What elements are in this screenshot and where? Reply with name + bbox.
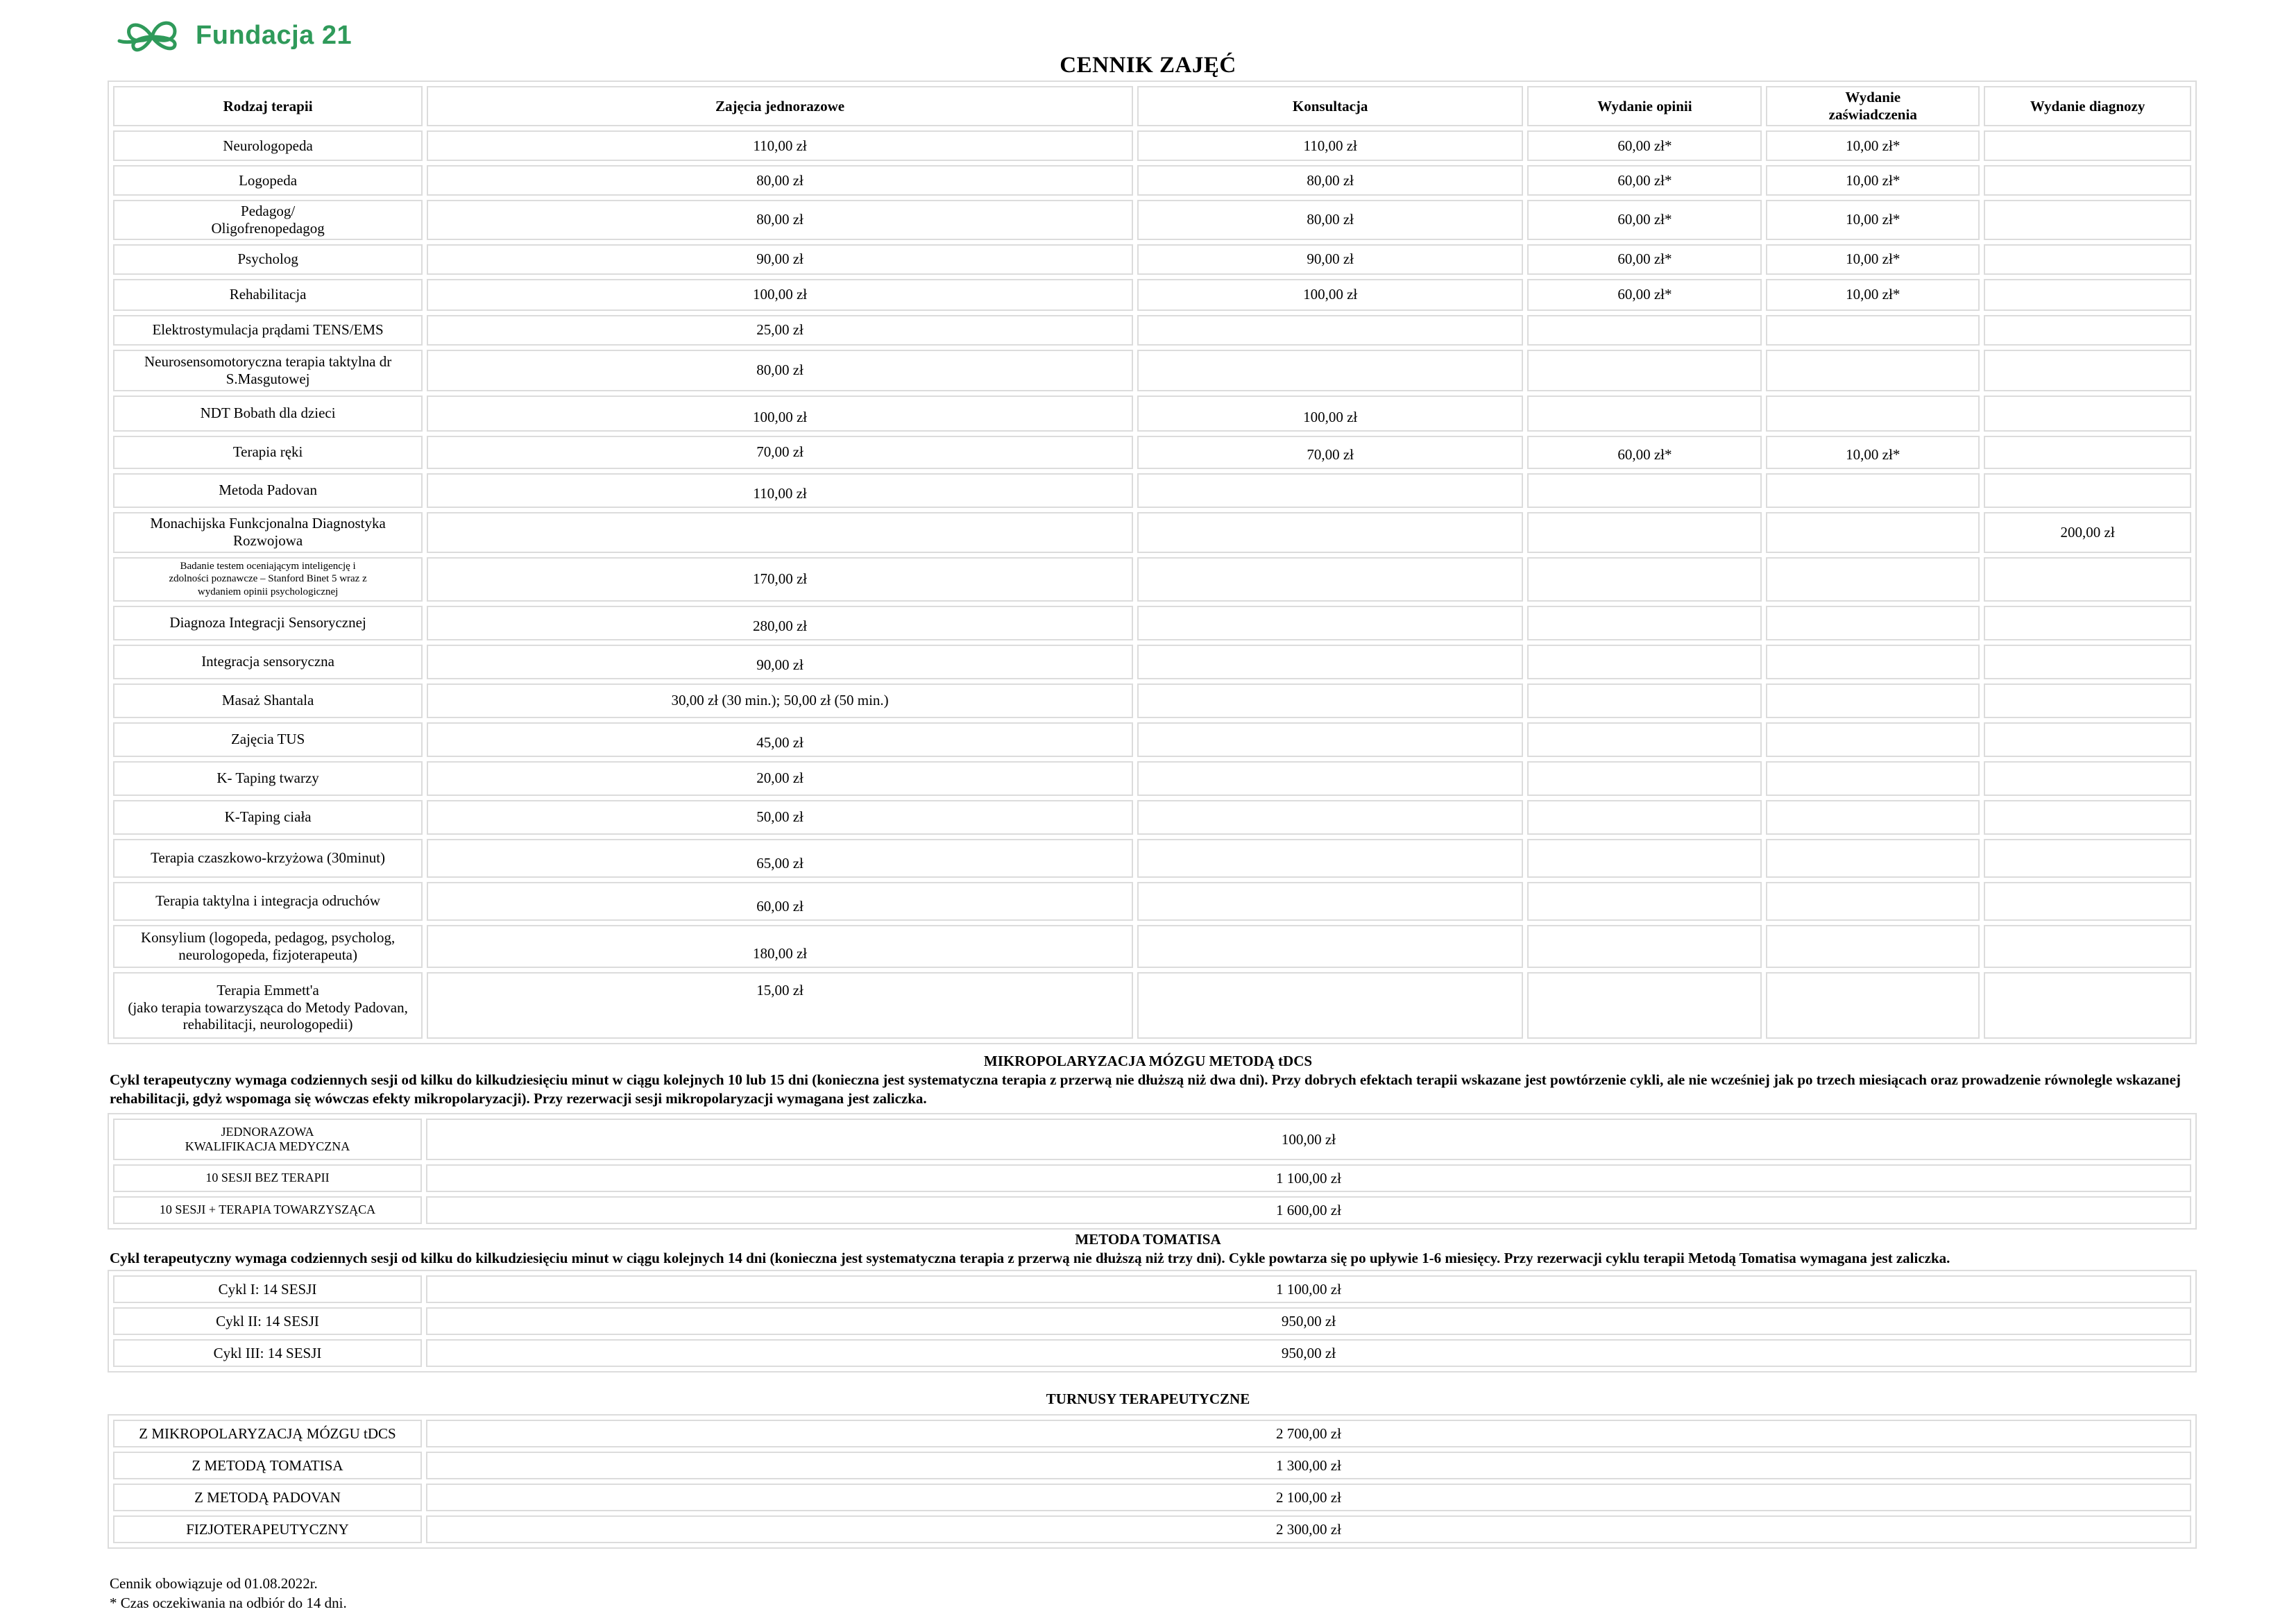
price-cell: 25,00 zł [427, 315, 1133, 346]
table-row [113, 1307, 2191, 1335]
price-cell [1766, 473, 1980, 508]
column-header: Konsultacja [1137, 86, 1524, 126]
table-row [113, 1275, 2191, 1303]
therapy-name-cell: NDT Bobath dla dzieci [113, 396, 423, 432]
price-cell: 60,00 zł* [1527, 436, 1762, 469]
price-cell [1766, 839, 1980, 878]
therapy-name-cell: Konsylium (logopeda, pedagog, psycholog, neurologopeda, fizjoterapeuta) [113, 925, 423, 968]
table-row [113, 1196, 2191, 1224]
package-price-cell: 2 100,00 zł [426, 1484, 2191, 1511]
price-cell [1527, 396, 1762, 432]
price-cell [1137, 925, 1524, 968]
table-row [113, 839, 2191, 878]
price-cell [1766, 350, 1980, 391]
table-header-row [113, 86, 2191, 126]
package-price-cell: 100,00 zł [426, 1119, 2191, 1160]
price-cell: 90,00 zł [1137, 244, 1524, 275]
table-row [113, 972, 2191, 1039]
price-cell [1137, 722, 1524, 757]
therapy-name-cell: Elektrostymulacja prądami TENS/EMS [113, 315, 423, 346]
page-title: CENNIK ZAJĘĆ [1060, 53, 1236, 78]
table-row [113, 1339, 2191, 1367]
price-cell: 10,00 zł* [1766, 165, 1980, 196]
price-cell: 110,00 zł [427, 473, 1133, 508]
price-cell: 100,00 zł [1137, 396, 1524, 432]
price-cell [1984, 882, 2191, 921]
table-row [113, 683, 2191, 718]
package-price-cell: 1 100,00 zł [426, 1164, 2191, 1192]
price-cell [1984, 972, 2191, 1039]
price-cell [1137, 761, 1524, 796]
therapy-name-cell: Masaż Shantala [113, 683, 423, 718]
tdcs-section-title: MIKROPOLARYZACJA MÓZGU METODĄ tDCS [983, 1053, 1313, 1069]
price-cell [1137, 606, 1524, 640]
price-cell [1984, 606, 2191, 640]
table-row [113, 350, 2191, 391]
price-cell [1527, 839, 1762, 878]
price-cell [1137, 882, 1524, 921]
price-cell: 10,00 zł* [1766, 279, 1980, 311]
column-header: Wydanie opinii [1527, 86, 1762, 126]
price-cell: 170,00 zł [427, 557, 1133, 602]
price-cell: 70,00 zł [1137, 436, 1524, 469]
package-price-cell: 1 600,00 zł [426, 1196, 2191, 1224]
table-row [113, 473, 2191, 508]
tdcs-price-table [108, 1113, 2197, 1230]
package-label-cell: Z METODĄ TOMATISA [113, 1452, 422, 1479]
price-cell [1137, 645, 1524, 679]
price-cell [1984, 473, 2191, 508]
price-cell [1137, 683, 1524, 718]
price-cell [1766, 761, 1980, 796]
price-cell: 60,00 zł* [1527, 279, 1762, 311]
price-cell [1137, 839, 1524, 878]
price-cell: 80,00 zł [427, 200, 1133, 240]
price-cell: 70,00 zł [427, 436, 1133, 469]
therapy-name-cell: Metoda Padovan [113, 473, 423, 508]
package-price-cell: 1 100,00 zł [426, 1275, 2191, 1303]
package-label-cell: Z METODĄ PADOVAN [113, 1484, 422, 1511]
price-cell [1527, 512, 1762, 553]
price-cell: 60,00 zł* [1527, 130, 1762, 161]
waiting-time-note: * Czas oczekiwania na odbiór do 14 dni. [110, 1595, 347, 1612]
price-cell: 110,00 zł [1137, 130, 1524, 161]
price-cell [1137, 315, 1524, 346]
package-label-cell: Cykl I: 14 SESJI [113, 1275, 422, 1303]
therapy-name-cell: Terapia ręki [113, 436, 423, 469]
price-cell: 10,00 zł* [1766, 130, 1980, 161]
package-price-cell: 950,00 zł [426, 1339, 2191, 1367]
price-cell [1527, 473, 1762, 508]
price-cell [1766, 512, 1980, 553]
price-cell: 30,00 zł (30 min.); 50,00 zł (50 min.) [427, 683, 1133, 718]
price-cell [1984, 839, 2191, 878]
price-cell [1766, 396, 1980, 432]
price-cell: 80,00 zł [427, 350, 1133, 391]
table-row [113, 1452, 2191, 1479]
table-row [113, 722, 2191, 757]
table-row [113, 130, 2191, 161]
price-cell [1984, 722, 2191, 757]
table-row [113, 1420, 2191, 1447]
validity-note: Cennik obowiązuje od 01.08.2022r. [110, 1575, 318, 1592]
price-cell [1984, 683, 2191, 718]
table-row [113, 882, 2191, 921]
package-label-cell: 10 SESJI + TERAPIA TOWARZYSZĄCA [113, 1196, 422, 1224]
table-row [113, 645, 2191, 679]
column-header: Wydanie zaświadczenia [1766, 86, 1980, 126]
price-cell: 80,00 zł [427, 165, 1133, 196]
table-row [113, 436, 2191, 469]
price-cell: 110,00 zł [427, 130, 1133, 161]
footer-notes [110, 1574, 347, 1613]
price-cell: 60,00 zł* [1527, 165, 1762, 196]
table-row [113, 1484, 2191, 1511]
price-cell [1137, 972, 1524, 1039]
package-label-cell: 10 SESJI BEZ TERAPII [113, 1164, 422, 1192]
price-cell [1766, 800, 1980, 835]
price-cell: 180,00 zł [427, 925, 1133, 968]
turnusy-section-title: TURNUSY TERAPEUTYCZNE [1046, 1391, 1250, 1407]
table-row [113, 165, 2191, 196]
price-cell: 60,00 zł* [1527, 244, 1762, 275]
column-header: Wydanie diagnozy [1984, 86, 2191, 126]
price-cell [1984, 130, 2191, 161]
therapy-name-cell: Logopeda [113, 165, 423, 196]
price-cell [1527, 645, 1762, 679]
table-row [113, 315, 2191, 346]
price-cell: 90,00 zł [427, 645, 1133, 679]
table-row [113, 1515, 2191, 1543]
price-cell [1766, 683, 1980, 718]
price-cell: 50,00 zł [427, 800, 1133, 835]
price-cell [1527, 761, 1762, 796]
therapy-name-cell: Neurosensomotoryczna terapia taktylna dr S.Masgutowej [113, 350, 423, 391]
price-cell [1766, 645, 1980, 679]
price-cell [1984, 396, 2191, 432]
therapy-name-cell: Psycholog [113, 244, 423, 275]
price-cell [1137, 473, 1524, 508]
price-cell: 10,00 zł* [1766, 200, 1980, 240]
price-cell [1766, 606, 1980, 640]
therapy-name-cell: Badanie testem oceniającym inteligencję i zdolności poznawcze – Stanford Binet 5 wraz z wydaniem opinii psychologicznej [113, 557, 423, 602]
package-price-cell: 1 300,00 zł [426, 1452, 2191, 1479]
column-header: Zajęcia jednorazowe [427, 86, 1133, 126]
price-cell: 15,00 zł [427, 972, 1133, 1039]
package-price-cell: 2 700,00 zł [426, 1420, 2191, 1447]
turnusy-price-table [108, 1414, 2197, 1549]
price-cell [1137, 800, 1524, 835]
price-cell [1766, 925, 1980, 968]
therapy-name-cell: Terapia Emmett'a (jako terapia towarzysząca do Metody Padovan, rehabilitacji, neurologopedii) [113, 972, 423, 1039]
price-cell [1527, 882, 1762, 921]
price-cell [1984, 800, 2191, 835]
tdcs-description: Cykl terapeutyczny wymaga codziennych sesji od kilku do kilkudziesięciu minut w ciągu kolejnych 10 lub 15 dni (konieczna jest systematyczna terapia z przerwą nie dłuższą niż dwa dni). Przy dobrych efektach terapii wskazane jest powtórzenie cykli, ale nie wcześniej jak po trzech miesiącach oraz prowadzenie równolegle wskazanej rehabilitacji, gdyż wspomaga się wówczas efekty mikropolaryzacji). Przy rezerwacji sesji mikropolaryzacji wymagana jest zaliczka. [110, 1071, 2181, 1107]
price-cell: 60,00 zł [427, 882, 1133, 921]
price-cell: 10,00 zł* [1766, 244, 1980, 275]
price-cell: 100,00 zł [427, 396, 1133, 432]
therapy-name-cell: Terapia taktylna i integracja odruchów [113, 882, 423, 921]
price-cell [1527, 683, 1762, 718]
package-price-cell: 2 300,00 zł [426, 1515, 2191, 1543]
therapy-name-cell: Zajęcia TUS [113, 722, 423, 757]
therapy-name-cell: K- Taping twarzy [113, 761, 423, 796]
price-cell: 100,00 zł [1137, 279, 1524, 311]
price-cell [1984, 315, 2191, 346]
price-cell: 100,00 zł [427, 279, 1133, 311]
therapy-name-cell: Monachijska Funkcjonalna Diagnostyka Rozwojowa [113, 512, 423, 553]
price-cell [1527, 350, 1762, 391]
table-row [113, 279, 2191, 311]
price-cell [1984, 279, 2191, 311]
package-label-cell: Z MIKROPOLARYZACJĄ MÓZGU tDCS [113, 1420, 422, 1447]
table-row [113, 1119, 2191, 1160]
therapy-name-cell: Terapia czaszkowo-krzyżowa (30minut) [113, 839, 423, 878]
therapy-name-cell: Diagnoza Integracji Sensorycznej [113, 606, 423, 640]
price-cell: 200,00 zł [1984, 512, 2191, 553]
table-row [113, 761, 2191, 796]
price-cell [427, 512, 1133, 553]
price-cell [1137, 557, 1524, 602]
price-cell [1766, 972, 1980, 1039]
table-row [113, 396, 2191, 432]
price-cell [1984, 165, 2191, 196]
price-cell [1137, 350, 1524, 391]
price-cell [1984, 350, 2191, 391]
foundation-name: Fundacja 21 [196, 20, 352, 50]
price-cell: 80,00 zł [1137, 200, 1524, 240]
table-row [113, 606, 2191, 640]
column-header: Rodzaj terapii [113, 86, 423, 126]
price-cell [1984, 761, 2191, 796]
table-row [113, 512, 2191, 553]
price-cell [1984, 244, 2191, 275]
package-label-cell: Cykl II: 14 SESJI [113, 1307, 422, 1335]
package-price-cell: 950,00 zł [426, 1307, 2191, 1335]
price-cell [1137, 512, 1524, 553]
price-cell: 60,00 zł* [1527, 200, 1762, 240]
price-cell [1984, 557, 2191, 602]
therapy-name-cell: Neurologopeda [113, 130, 423, 161]
price-cell [1527, 315, 1762, 346]
price-cell: 80,00 zł [1137, 165, 1524, 196]
price-cell [1984, 200, 2191, 240]
package-label-cell: Cykl III: 14 SESJI [113, 1339, 422, 1367]
price-cell [1527, 972, 1762, 1039]
price-cell [1766, 557, 1980, 602]
price-cell [1766, 882, 1980, 921]
price-cell: 45,00 zł [427, 722, 1133, 757]
therapy-name-cell: Integracja sensoryczna [113, 645, 423, 679]
price-cell [1984, 645, 2191, 679]
price-cell: 90,00 zł [427, 244, 1133, 275]
package-label-cell: JEDNORAZOWA KWALIFIKACJA MEDYCZNA [113, 1119, 422, 1160]
table-row [113, 1164, 2191, 1192]
price-cell [1527, 800, 1762, 835]
price-cell: 65,00 zł [427, 839, 1133, 878]
package-label-cell: FIZJOTERAPEUTYCZNY [113, 1515, 422, 1543]
price-cell: 10,00 zł* [1766, 436, 1980, 469]
table-row [113, 800, 2191, 835]
price-cell [1527, 606, 1762, 640]
price-cell: 280,00 zł [427, 606, 1133, 640]
price-cell [1766, 315, 1980, 346]
therapy-name-cell: Pedagog/ Oligofrenopedagog [113, 200, 423, 240]
price-cell [1527, 925, 1762, 968]
table-row [113, 244, 2191, 275]
table-row [113, 200, 2191, 240]
therapy-name-cell: K-Taping ciała [113, 800, 423, 835]
price-cell [1527, 557, 1762, 602]
table-row [113, 557, 2191, 602]
therapy-name-cell: Rehabilitacja [113, 279, 423, 311]
clover-icon [114, 13, 190, 58]
price-cell: 20,00 zł [427, 761, 1133, 796]
price-cell [1984, 436, 2191, 469]
tomatis-description: Cykl terapeutyczny wymaga codziennych sesji od kilku do kilkudziesięciu minut w ciągu kolejnych 14 dni (konieczna jest systematyczna terapia z przerwą nie dłuższą niż trzy dni). Cykle powtarza się po upływie 1-6 miesięcy. Przy rezerwacji cyklu terapii Metodą Tomatisa wymagana jest zaliczka. [110, 1250, 1950, 1266]
price-cell [1766, 722, 1980, 757]
tomatis-price-table [108, 1270, 2197, 1373]
therapy-price-table [108, 80, 2197, 1044]
price-cell [1527, 722, 1762, 757]
tomatis-section-title: METODA TOMATISA [1075, 1231, 1221, 1248]
price-cell [1984, 925, 2191, 968]
table-row [113, 925, 2191, 968]
